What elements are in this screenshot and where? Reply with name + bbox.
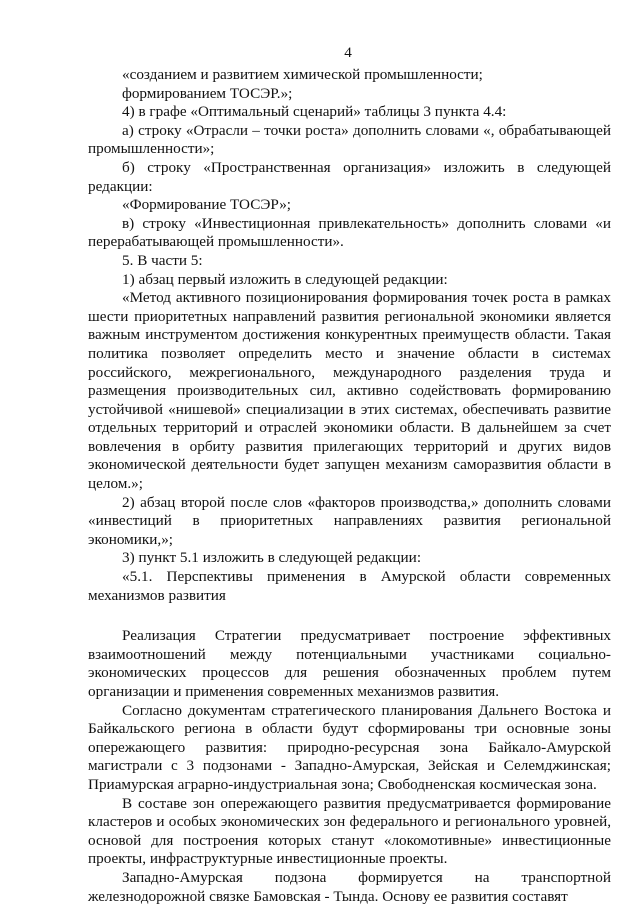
paragraph-advanced-zones: Согласно документам стратегического планирования Дальнего Востока и Байкальского региона в области будут сформированы три основные зоны опережающего развития: природно-ресурсная зона Байкало-Амурской магистрали с 3 подзонами - Западно-Амурская, Зейская и Селемджинская; Приамурская аграрно-индустриальная зона; Свободненская космическая зона. — [88, 701, 611, 793]
section-heading-5-1: «5.1. Перспективы применения в Амурской области современных механизмов развития — [88, 568, 611, 604]
paragraph-investment-attractiveness: в) строку «Инвестиционная привлекательность» дополнить словами «и перерабатывающей промышленности». — [88, 214, 611, 251]
paragraph-tosr-formation-quote: «Формирование ТОСЭР»; — [122, 196, 292, 214]
paragraph-point-51: 3) пункт 5.1 изложить в следующей редакции: — [122, 549, 422, 567]
paragraph-strategy-implementation: Реализация Стратегии предусматривает построение эффективных взаимоотношений между потенциальными участниками социально-экономических процессов для решения обозначенных проблем путем организации и применения современных механизмов развития. — [88, 627, 611, 700]
paragraph-first-indent: 1) абзац первый изложить в следующей редакции: — [122, 270, 448, 288]
section-gap — [88, 605, 611, 627]
document-body — [88, 66, 611, 906]
paragraph-method-quote: «Метод активного позиционирования формирования точек роста в рамках шести приоритетных направлений развития региональной экономики является важным инструментом достижения конкурентных преимуществ области. Такая политика позволяет определить место и значение области в системах российского, межрегионального, международного разделения труда и размещения производительных сил, активно содействовать формированию устойчивой «нишевой» специализации в этих системах, обеспечивать развитие отдельных территорий и отраслей экономики области. В дальнейшем за счет вовлечения в орбиту развития прилегающих территорий и других видов экономической деятельности будет запущен механизм саморазвития области в целом.»; — [88, 289, 611, 493]
paragraph-tosr-formation: формированием ТОСЭР.»; — [122, 84, 293, 102]
page-number: 4 — [344, 44, 352, 61]
paragraph-industries-growth-points: а) строку «Отрасли – точки роста» дополнить словами «, обрабатывающей промышленности»; — [88, 121, 611, 158]
paragraph-optimal-scenario: 4) в графе «Оптимальный сценарий» таблицы 3 пункта 4.4: — [122, 103, 507, 121]
paragraph-spatial-organization: б) строку «Пространственная организация» изложить в следующей редакции: — [88, 158, 611, 195]
paragraph-second-indent: 2) абзац второй после слов «факторов производства,» дополнить словами «инвестиций в приоритетных направлениях развития региональной экономики,»; — [88, 493, 611, 548]
paragraph-part-five: 5. В части 5: — [122, 251, 203, 269]
paragraph-west-amur-subzone: Западно-Амурская подзона формируется на транспортной железнодорожной связке Бамовская - Тында. Основу ее развития составят — [88, 868, 611, 905]
paragraph-chemical-industry: «созданием и развитием химической промышленности; — [122, 66, 483, 83]
paragraph-clusters: В составе зон опережающего развития предусматривается формирование кластеров и особых экономических зон федерального и регионального уровней, основой для построения которых станут «локомотивные» инвестиционные проекты, инфраструктурные инвестиционные проекты. — [88, 794, 611, 868]
